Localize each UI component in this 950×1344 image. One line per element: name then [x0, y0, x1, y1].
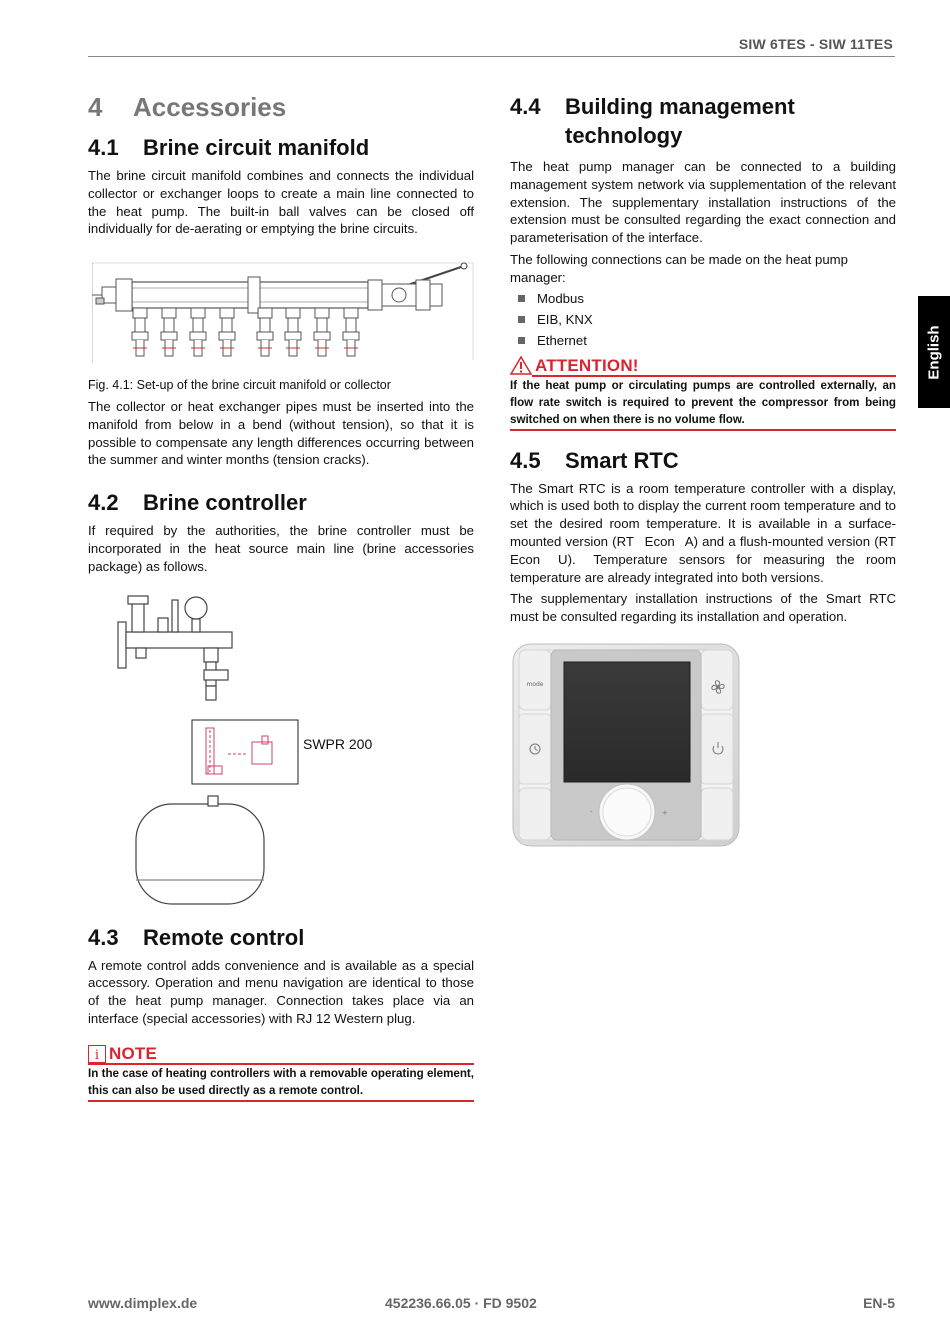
- chapter-heading: [88, 92, 474, 123]
- footer-document-number: 452236.66.05 · FD 9502: [385, 1295, 537, 1311]
- attention-header: [510, 356, 896, 375]
- section-title-line-1: Building management: [565, 94, 795, 119]
- list-item: Ethernet: [510, 330, 896, 351]
- section-4-4-paragraph-2: The following connections can be made on the heat pump manager:: [510, 251, 848, 285]
- section-4-4-heading: [510, 92, 896, 150]
- section-4-2-paragraph: If required by the authorities, the brine controller must be incorporated in the heat source main line (brine accessories package) as follows.: [88, 523, 474, 574]
- header-divider: [88, 56, 895, 57]
- warning-triangle-icon: [510, 356, 532, 375]
- section-title: Brine controller: [143, 490, 307, 516]
- section-number: 4.4: [510, 94, 541, 119]
- chapter-number: 4: [88, 92, 103, 122]
- section-number: 4.5: [510, 447, 541, 473]
- list-item: Modbus: [510, 288, 896, 309]
- note-box: [88, 1045, 474, 1102]
- figure-caption: Fig. 4.1: Set-up of the brine circuit manifold or collector: [88, 378, 391, 393]
- swpr-label: SWPR 200: [303, 735, 373, 752]
- section-4-1-paragraph-1: The brine circuit manifold combines and connects the individual collector or exchanger loops to create a main line connected to the heat pump. The built-in ball valves can be closed off individually for de-aerating or emptying the brine circuits.: [88, 168, 474, 237]
- section-4-5-paragraph-1: The Smart RTC is a room temperature controller with a display, which is used both to display the current room temperature and to set the desired room temperature. It is available in a surface-mounted version (RT Econ A) and a flush-mounted version (RT Econ U). Temperature sensors for measuring the room temperature are already integrated into both versions.: [510, 480, 896, 585]
- section-4-5-paragraph-2: The supplementary installation instructions of the Smart RTC must be consulted regarding its installation and operation.: [510, 591, 896, 625]
- section-4-2-heading: [88, 488, 474, 517]
- svg-text:i: i: [94, 1047, 100, 1063]
- document-header-title: SIW 6TES - SIW 11TES: [738, 36, 893, 52]
- section-4-1-paragraph-2: The collector or heat exchanger pipes must be inserted into the manifold from below in a bend (without tension), so that it is possible to compensate any length differences occurring between the summer and winter months (tension cracks).: [88, 398, 474, 468]
- attention-body: If the heat pump or circulating pumps are controlled externally, an flow rate switch is required to prevent the compressor from being switched on when there is no volume flow.: [510, 377, 896, 431]
- list-item: EIB, KNX: [510, 309, 896, 330]
- language-tab: [918, 296, 950, 408]
- section-title: Smart RTC: [565, 447, 679, 473]
- minus-label: -: [590, 807, 593, 816]
- language-tab-label: English: [925, 324, 943, 380]
- section-4-5-heading: [510, 446, 896, 475]
- section-4-1-heading: [88, 133, 474, 162]
- section-title: [565, 92, 795, 150]
- mode-label: mode: [526, 680, 544, 688]
- section-number: 4.3: [88, 924, 119, 950]
- left-column: [88, 92, 474, 1102]
- note-body: In the case of heating controllers with a removable operating element, this can also be used directly as a remote control.: [88, 1065, 474, 1102]
- attention-box: [510, 356, 896, 431]
- brine-controller-drawing: [88, 590, 474, 905]
- connection-list: [510, 288, 896, 351]
- brine-controller-figure: [88, 590, 474, 905]
- section-title-line-2: technology: [565, 123, 683, 148]
- section-4-3-heading: [88, 923, 474, 952]
- footer-website: www.dimplex.de: [88, 1295, 198, 1311]
- section-number: 4.1: [88, 135, 119, 160]
- note-header: [88, 1045, 474, 1065]
- section-4-3-paragraph: A remote control adds convenience and is available as a special accessory. Operation and menu navigation are identical to those of the heat pump manager. Connection takes place via an interface (special accessories) with RJ 12 Western plug.: [88, 957, 474, 1026]
- section-title: Brine circuit manifold: [143, 135, 370, 160]
- info-icon: [88, 1045, 106, 1063]
- section-4-4-paragraph-1: The heat pump manager can be connected to a building management system network via supplementation of the relevant extension. The supplementary installation instructions of the extension must be consulted regarding the exact connection and parameterisation of the interface.: [510, 159, 896, 246]
- footer-page-number: EN-5: [863, 1295, 895, 1311]
- chapter-title: Accessories: [133, 92, 287, 122]
- note-title: NOTE: [109, 1043, 158, 1063]
- section-number: 4.2: [88, 490, 119, 516]
- plus-label: +: [662, 808, 668, 817]
- section-title: Remote control: [143, 924, 305, 950]
- smart-rtc-device-image: [510, 642, 896, 857]
- attention-title: ATTENTION!: [535, 355, 639, 375]
- brine-manifold-figure: [88, 260, 474, 365]
- right-column: [510, 92, 896, 857]
